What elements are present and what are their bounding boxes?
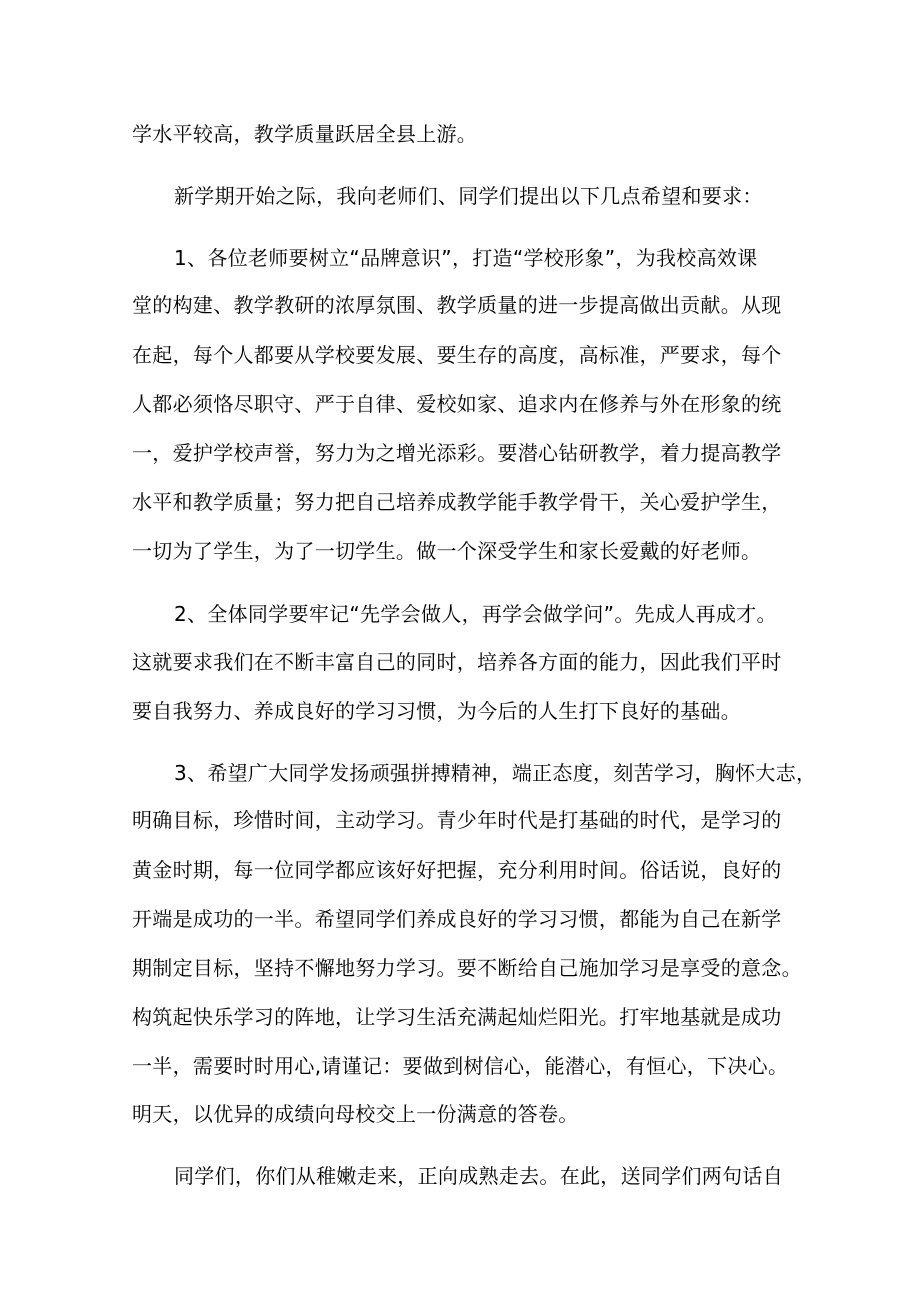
text-line: 学水平较高，教学质量跃居全县上游。	[132, 122, 478, 146]
text-line: 水平和教学质量；努力把自己培养成教学能手教学骨干，关心爱护学生，	[132, 490, 782, 514]
text-line: 构筑起快乐学习的阵地，让学习生活充满起灿烂阳光。打牢地基就是成功	[132, 1005, 782, 1029]
paragraph-start: 3、希望广大同学发扬顽强拼搏精神，端正态度，刻苦学习，胸怀大志，	[174, 761, 817, 785]
text-line: 堂的构建、教学教研的浓厚氛围、教学质量的进一步提高做出贡献。从现	[132, 293, 782, 317]
paragraph-start: 1、各位老师要树立“品牌意识”，打造“学校形象”，为我校高效课	[174, 246, 758, 270]
text-line: 要自我努力、养成良好的学习习惯，为今后的人生打下良好的基础。	[132, 699, 741, 723]
text-line: 在起，每个人都要从学校要发展、要生存的高度，高标准，严要求，每个	[132, 343, 782, 367]
text-line: 开端是成功的一半。希望同学们养成良好的学习习惯，都能为自己在新学	[132, 907, 782, 931]
text-line: 人都必须恪尽职守、严于自律、爱校如家、追求内在修养与外在形象的统	[132, 392, 782, 416]
text-line: 明确目标，珍惜时间，主动学习。青少年时代是打基础的时代，是学习的	[132, 808, 782, 832]
text-line: 明天，以优异的成绩向母校交上一份满意的答卷。	[132, 1102, 579, 1126]
paragraph-start: 新学期开始之际，我向老师们、同学们提出以下几点希望和要求：	[174, 184, 763, 208]
text-line: 一，爱护学校声誉，努力为之增光添彩。要潜心钻研教学，着力提高教学	[132, 441, 782, 465]
paragraph-start: 同学们，你们从稚嫩走来，正向成熟走去。在此，送同学们两句话自	[174, 1164, 783, 1188]
text-line: 一半，需要时时用心,请谨记：要做到树信心，能潜心，有恒心，下决心。	[132, 1054, 789, 1078]
text-line: 这就要求我们在不断丰富自己的同时，培养各方面的能力，因此我们平时	[132, 650, 782, 674]
paragraph-start: 2、全体同学要牢记“先学会做人，再学会做学问”。先成人再成才。	[174, 602, 777, 626]
text-line: 期制定目标，坚持不懈地努力学习。要不断给自己施加学习是享受的意念。	[132, 956, 802, 980]
text-line: 黄金时期，每一位同学都应该好好把握，充分利用时间。俗话说，良好的	[132, 858, 782, 882]
text-line: 一切为了学生，为了一切学生。做一个深受学生和家长爱戴的好老师。	[132, 539, 762, 563]
